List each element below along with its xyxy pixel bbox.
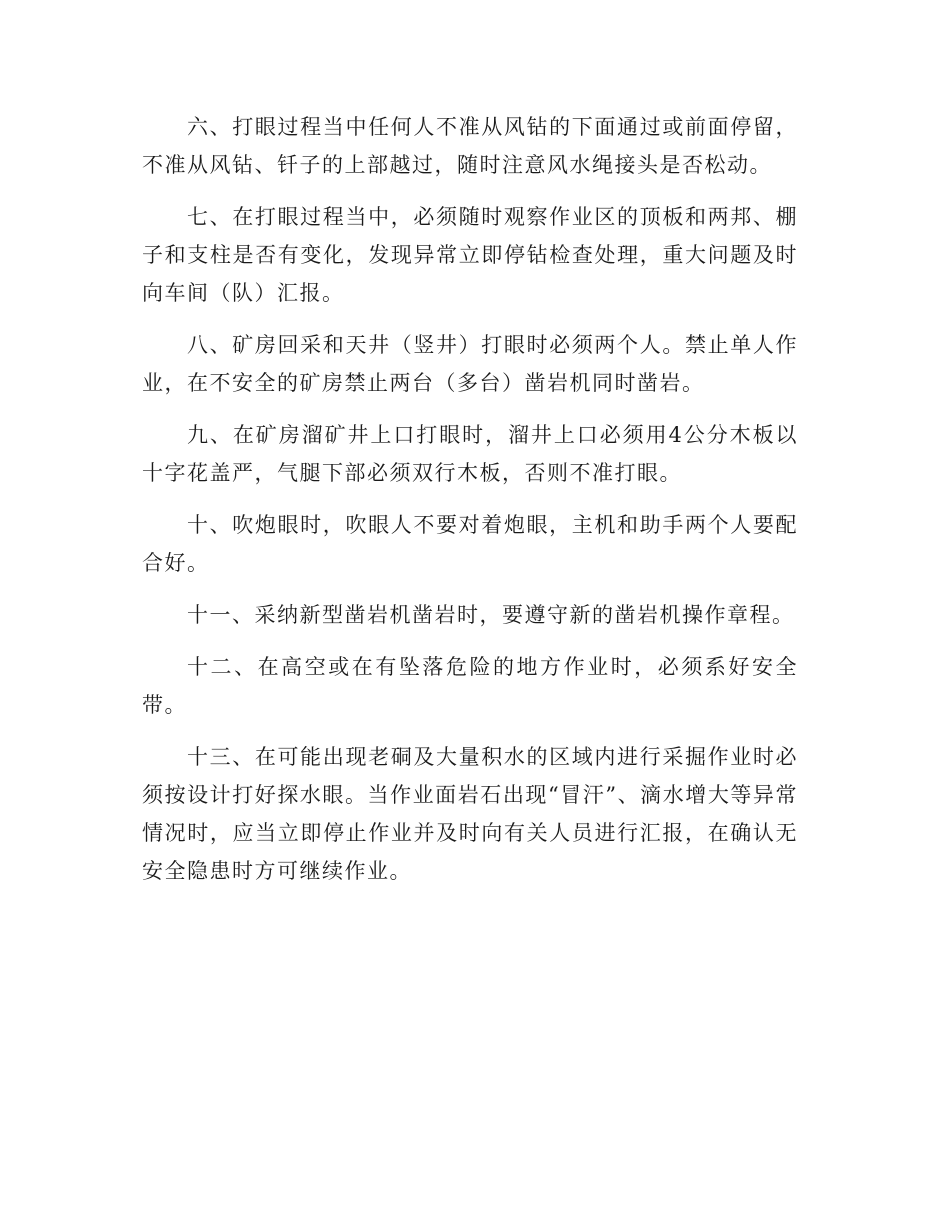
rule-paragraph-9: 九、在矿房溜矿井上口打眼时，溜井上口必须用4公分木板以十字花盖严，气腿下部必须双行木板，否则不准打眼。 <box>142 423 798 485</box>
rule-paragraph-7: 七、在打眼过程当中，必须随时观察作业区的顶板和两邦、棚子和支柱是否有变化，发现异常立即停钻检查处理，重大问题及时向车间（队）汇报。 <box>142 205 798 305</box>
document-body <box>142 108 798 904</box>
rule-paragraph-12: 十二、在高空或在有坠落危险的地方作业时，必须系好安全带。 <box>142 655 798 717</box>
rule-paragraph-13: 十三、在可能出现老硐及大量积水的区域内进行采掘作业时必须按设计打好探水眼。当作业面岩石出现“冒汗”、滴水增大等异常情况时，应当立即停止作业并及时向有关人员进行汇报，在确认无安全隐患时方可继续作业。 <box>142 745 798 883</box>
rule-paragraph-10: 十、吹炮眼时，吹眼人不要对着炮眼，主机和助手两个人要配合好。 <box>142 513 798 575</box>
rule-paragraph-6: 六、打眼过程当中任何人不准从风钻的下面通过或前面停留，不准从风钻、钎子的上部越过，随时注意风水绳接头是否松动。 <box>142 115 798 177</box>
rule-paragraph-8: 八、矿房回采和天井（竖井）打眼时必须两个人。禁止单人作业，在不安全的矿房禁止两台（多台）凿岩机同时凿岩。 <box>142 333 798 395</box>
rule-paragraph-11: 十一、采纳新型凿岩机凿岩时，要遵守新的凿岩机操作章程。 <box>187 603 795 627</box>
